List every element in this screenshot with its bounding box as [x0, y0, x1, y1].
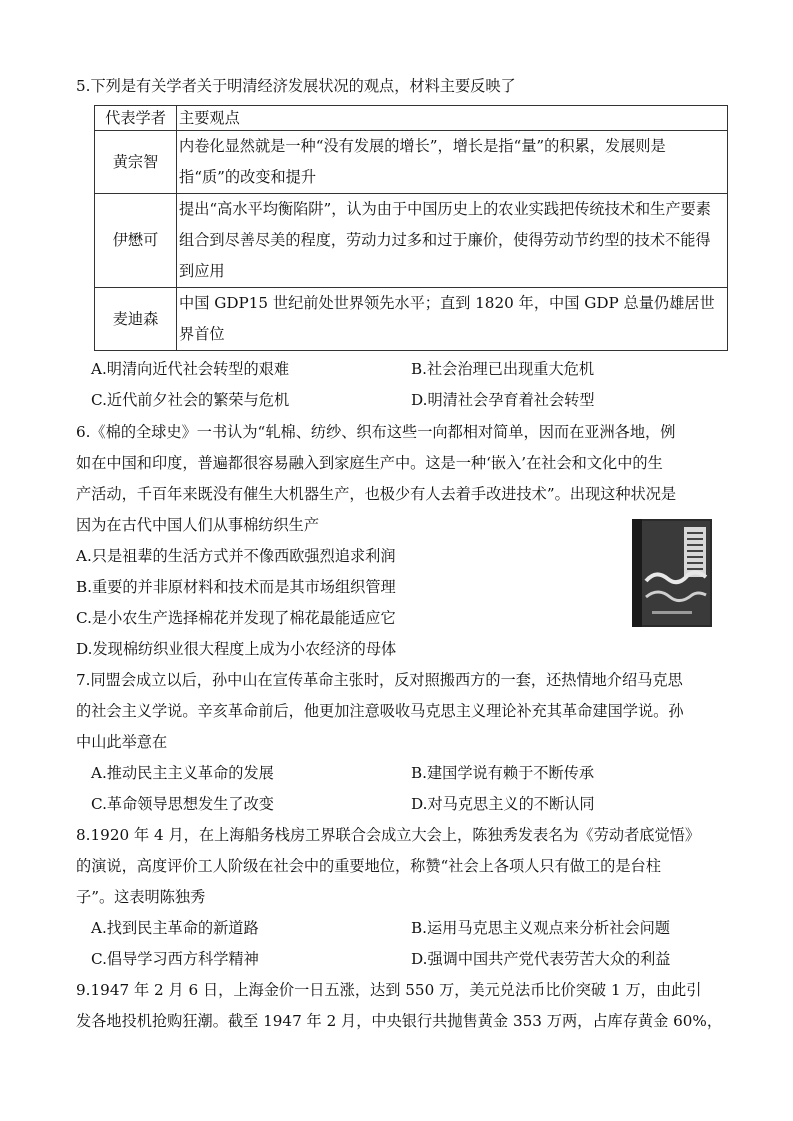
q6-option-d: D.发现棉纺织业很大程度上成为小农经济的母体 [76, 640, 397, 658]
q7-stem-line: 的社会主义学说。辛亥革命前后，他更加注意吸收马克思主义理论补充其革命建国学说。孙 [76, 702, 684, 720]
q9-stem-line: 发各地投机抢购狂潮。截至 1947 年 2 月，中央银行共抛售黄金 353 万两，占库存黄金 60%， [76, 1012, 723, 1030]
q8-option-b: B.运用马克思主义观点来分析社会问题 [411, 919, 670, 937]
table-cell-scholar: 麦迪森 [95, 288, 177, 351]
book-cover-image [632, 519, 712, 627]
q6-option-b: B.重要的并非原材料和技术而是其市场组织管理 [76, 578, 396, 596]
scholar-views-table [94, 105, 728, 351]
q5-option-d: D.明清社会孕育着社会转型 [411, 391, 595, 409]
q5-option-c: C.近代前夕社会的繁荣与危机 [91, 391, 290, 409]
q8-stem-line: 子”。这表明陈独秀 [76, 888, 206, 906]
q6-option-c: C.是小农生产选择棉花并发现了棉花最能适应它 [76, 609, 396, 627]
table-cell-view: 提出“高水平均衡陷阱”，认为由于中国历史上的农业实践把传统技术和生产要素组合到尽善尽美的程度，劳动力过多和过于廉价，使得劳动节约型的技术不能得到应用 [177, 194, 728, 288]
table-row [95, 131, 728, 194]
q8-option-a: A.找到民主革命的新道路 [91, 919, 259, 937]
q6-stem-line: 6.《棉的全球史》一书认为“轧棉、纺纱、织布这些一向都相对简单，因而在亚洲各地，例 [76, 423, 676, 441]
table-header-row [95, 106, 728, 131]
table-header-scholar: 代表学者 [95, 106, 177, 131]
q8-option-c: C.倡导学习西方科学精神 [91, 950, 259, 968]
q8-option-d: D.强调中国共产党代表劳苦大众的利益 [411, 950, 671, 968]
q6-option-a: A.只是祖辈的生活方式并不像西欧强烈追求利润 [76, 547, 396, 565]
table-header-view: 主要观点 [177, 106, 728, 131]
table-row [95, 194, 728, 288]
q8-stem-line: 8.1920 年 4 月，在上海船务栈房工界联合会成立大会上，陈独秀发表名为《劳动者底觉悟》 [76, 826, 701, 844]
table-cell-view: 内卷化显然就是一种“没有发展的增长”，增长是指“量”的积累，发展则是指“质”的改变和提升 [177, 131, 728, 194]
q7-stem-line: 中山此举意在 [76, 733, 168, 751]
q6-stem-line: 如在中国和印度，普遍都很容易融入到家庭生产中。这是一种‘嵌入’在社会和文化中的生 [76, 454, 663, 472]
table-cell-scholar: 黄宗智 [95, 131, 177, 194]
q5-stem: 5.下列是有关学者关于明清经济发展状况的观点，材料主要反映了 [76, 77, 516, 95]
q6-stem-line: 产活动，千百年来既没有催生大机器生产，也极少有人去着手改进技术”。出现这种状况是 [76, 485, 677, 503]
q5-option-a: A.明清向近代社会转型的艰难 [91, 360, 290, 378]
q6-stem-line: 因为在古代中国人们从事棉纺织生产 [76, 516, 319, 534]
q8-stem-line: 的演说，高度评价工人阶级在社会中的重要地位，称赞“社会上各项人只有做工的是台柱 [76, 857, 661, 875]
q7-option-a: A.推动民主主义革命的发展 [91, 764, 274, 782]
table-row [95, 288, 728, 351]
q7-option-b: B.建国学说有赖于不断传承 [411, 764, 595, 782]
q5-option-b: B.社会治理已出现重大危机 [411, 360, 595, 378]
q7-option-c: C.革命领导思想发生了改变 [91, 795, 274, 813]
table-cell-scholar: 伊懋可 [95, 194, 177, 288]
q9-stem-line: 9.1947 年 2 月 6 日，上海金价一日五涨，达到 550 万，美元兑法币比价突破 1 万，由此引 [76, 981, 702, 999]
q7-option-d: D.对马克思主义的不断认同 [411, 795, 595, 813]
table-cell-view: 中国 GDP15 世纪前处世界领先水平；直到 1820 年，中国 GDP 总量仍雄居世界首位 [177, 288, 728, 351]
q7-stem-line: 7.同盟会成立以后，孙中山在宣传革命主张时，反对照搬西方的一套，还热情地介绍马克思 [76, 671, 683, 689]
